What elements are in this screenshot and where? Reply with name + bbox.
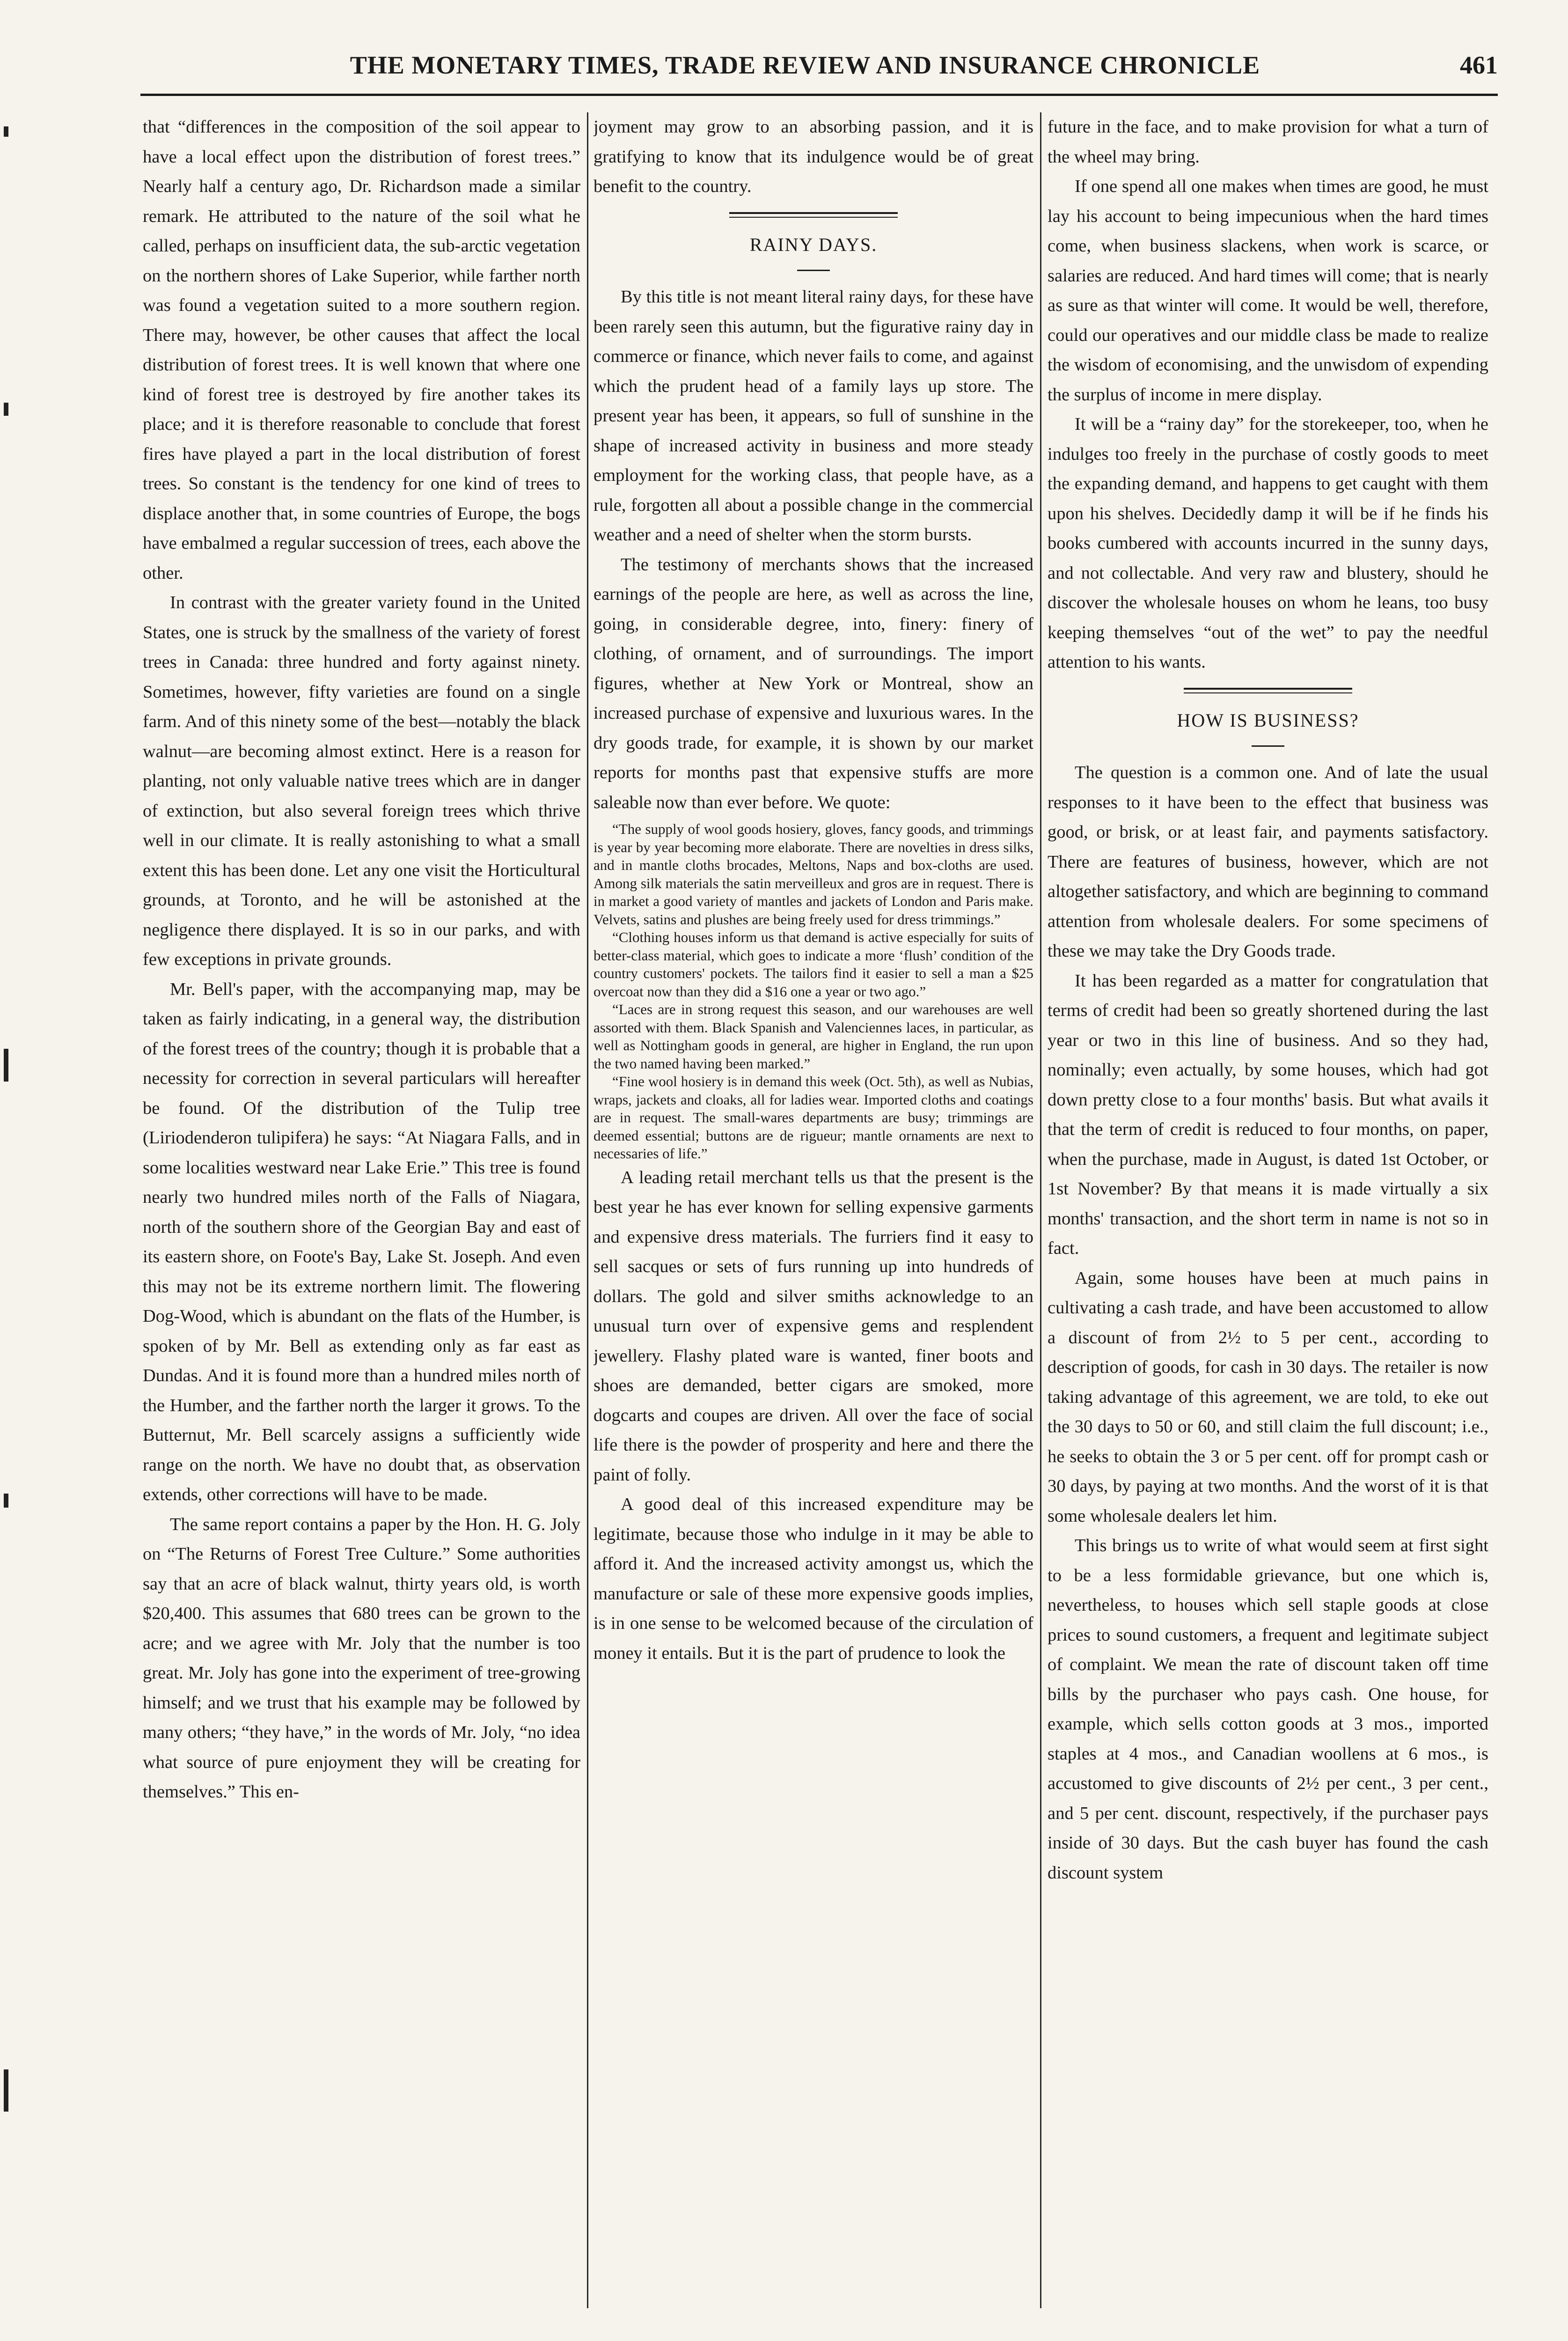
margin-mark [4,126,8,137]
quote-paragraph: “Clothing houses inform us that demand is active especially for suits of better-class material, which goes to indicate a more ‘flush’ condition of the country customers' pockets. The tailors find it easier to sell a man a $25 overcoat now than they did a $16 one a year or two ago.” [593,929,1033,1000]
paragraph: It will be a “rainy day” for the storekeeper, too, when he indulges too freely in the purchase of costly goods to meet the expanding demand, and happens to get caught with them upon his shelves. Decidedly damp it will be if he finds his books cumbered with accounts incurred in the sunny days, and not collectable. And very raw and blustery, should he discover the wholesale houses on whom he leans, too busy keeping themselves “out of the wet” to pay the needful attention to his wants. [1048,414,1488,672]
heading-rule [1252,745,1284,747]
paragraph: A leading retail merchant tells us that the present is the best year he has ever known for selling expensive garments and expensive dress materials. The furriers find it easy to sell sacques or sets of furs running up into hundreds of dollars. The gold and silver smiths acknowledge to an unusual turn over of expensive gems and resplendent jewellery. Flashy plated ware is wanted, finer boots and shoes are demanded, better cigars are smoked, more dogcarts and coupes are driven. All over the face of social life there is the powder of prosperity and here and there the paint of folly. [593,1167,1033,1485]
page-header [140,51,1498,96]
paragraph: The question is a common one. And of late the usual responses to it have been to the effect that business was good, or brisk, or at least fair, and payments satisfactory. There are features of business, however, which are not altogether satisfactory, and which are beginning to command attention from wholesale dealers. For some specimens of these we may take the Dry Goods trade. [1048,763,1488,961]
heading-rule [797,270,830,271]
column-1 [143,112,580,2313]
section-separator [1184,688,1352,693]
margin-mark [4,2069,8,2112]
margin-mark [4,1049,8,1082]
paragraph: If one spend all one makes when times are good, he must lay his account to being impecunious when the hard times come, when business slackens, when work is scarce, or salaries are reduced. And hard times will come; that is nearly as sure as that winter will come. It would be well, therefore, could our operatives and our middle class be made to realize the wisdom of economising, and the unwisdom of expending the surplus of income in mere display. [1048,177,1488,405]
column-3 [1048,112,1488,2313]
column-2 [593,112,1033,2313]
paragraph: Mr. Bell's paper, with the accompanying map, may be taken as fairly indicating, in a general way, the distribution of the forest trees of the country; though it is probable that a necessity for correction in several particulars will hereafter be found. Of the distribution of the Tulip tree (Liriodenderon tulipifera) he says: “At Niagara Falls, and in some localities westward near Lake Erie.” This tree is found nearly two hundred miles north of the Falls of Niagara, north of the southern shore of the Georgian Bay and east of its eastern shore, on Foote's Bay, Lake St. Joseph. And even this may not be its extreme northern limit. The flowering Dog-Wood, which is abundant on the flats of the Humber, is spoken of by Mr. Bell as extending only as far east as Dundas. And it is found more than a hundred miles north of the Humber, and the farther north the larger it grows. To the Butternut, Mr. Bell scarcely assigns a sufficiently wide range on the north. We have no doubt that, as observation extends, other corrections will have to be made. [143,979,580,1504]
section-separator [729,212,898,218]
paragraph: joyment may grow to an absorbing passion, and it is gratifying to know that its indulgence would be of great benefit to the country. [593,117,1033,196]
paragraph: By this title is not meant literal rainy days, for these have been rarely seen this autumn, but the figurative rainy day in commerce or finance, which never fails to come, and against which the prudent head of a family lays up store. The present year has been, it appears, so full of sunshine in the shape of increased activity in business and more steady employment for the working class, that people have, as a rule, forgotten all about a possible change in the commercial weather and a need of shelter when the storm bursts. [593,287,1033,545]
market-quote [593,820,1033,1163]
paragraph: A good deal of this increased expenditure may be legitimate, because those who indulge in it may be able to afford it. And the increased activity amongst us, which the manufacture or sale of these more expensive goods implies, is in one sense to be welcomed because of the circulation of money it entails. But it is the part of prudence to look the [593,1494,1033,1663]
paragraph: In contrast with the greater variety found in the United States, one is struck by the smallness of the variety of forest trees in Canada: three hundred and forty against ninety. Sometimes, however, fifty varieties are found on a single farm. And of this ninety some of the best—notably the black walnut—are becoming almost extinct. Here is a reason for planting, not only valuable native trees which are in danger of extinction, but also several foreign trees which thrive well in our climate. It is really astonishing to what a small extent this has been done. Let any one visit the Horticultural grounds, at Toronto, and he will be astonished at the negligence there displayed. It is so in our parks, and with few exceptions in private grounds. [143,593,580,969]
paragraph: that “differences in the composition of the soil appear to have a local effect upon the distribution of forest trees.” Nearly half a century ago, Dr. Richardson made a similar remark. He attributed to the nature of the soil what he called, perhaps on insufficient data, the sub-arctic vegetation on the northern shores of Lake Superior, while farther north was found a vegetation suited to a more southern region. There may, however, be other causes that affect the local distribution of forest trees. It is well known that where one kind of forest tree is destroyed by fire another takes its place; and it is therefore reasonable to conclude that forest fires have played a part in the local distribution of forest trees. So constant is the tendency for one kind of trees to displace another that, in some countries of Europe, the bogs have embalmed a regular succession of trees, each above the other. [143,117,580,583]
paragraph: It has been regarded as a matter for congratulation that terms of credit had been so greatly shortened during the last year or two in this line of business. And so they had, nominally; even actually, by some houses, which had got down pretty close to a four months' basis. But what avails it that the term of credit is reduced to four months, on paper, when the purchase, made in August, is dated 1st October, or 1st November? By that means it is made virtually a six months' transaction, and the short term in name is not so in fact. [1048,971,1488,1258]
quote-paragraph: “Fine wool hosiery is in demand this week (Oct. 5th), as well as Nubias, wraps, jackets and cloaks, all for ladies wear. Imported cloths and coatings are in request. The small-wares departments are busy; trimmings are deemed essential; buttons are de rigueur; mantle ornaments are next to necessaries of life.” [593,1073,1033,1162]
margin-mark [4,403,8,416]
column-divider [587,112,588,2308]
article-heading-how-is-business: HOW IS BUSINESS? [1177,709,1359,731]
paragraph: The testimony of merchants shows that the increased earnings of the people are here, as well as across the line, going, in considerable degree, into, finery: finery of clothing, of ornament, and of surroundings. The import figures, whether at New York or Montreal, show an increased purchase of expensive and luxurious wares. In the dry goods trade, for example, it is shown by our market reports for months past that expensive stuffs are more saleable now than ever before. We quote: [593,554,1033,812]
page-number: 461 [1460,51,1498,79]
paragraph: The same report contains a paper by the Hon. H. G. Joly on “The Returns of Forest Tree Culture.” Some authorities say that an acre of black walnut, thirty years old, is worth $20,400. This assumes that 680 trees can be grown to the acre; and we agree with Mr. Joly that the number is too great. Mr. Joly has gone into the experiment of tree-growing himself; and we trust that his example may be followed by many others; “they have,” in the words of Mr. Joly, “no idea what source of pure enjoyment they will be creating for themselves.” This en- [143,1514,580,1802]
publication-title: THE MONETARY TIMES, TRADE REVIEW AND INSURANCE CHRONICLE [350,51,1260,79]
paragraph: Again, some houses have been at much pains in cultivating a cash trade, and have been accustomed to allow a discount of from 2½ to 5 per cent., according to description of goods, for cash in 30 days. The retailer is now taking advantage of this agreement, we are told, to eke out the 30 days to 50 or 60, and still claim the full discount; i.e., he seeks to obtain the 3 or 5 per cent. off for prompt cash or 30 days, by paying at two months. And the worst of it is that some wholesale dealers let him. [1048,1268,1488,1526]
article-heading-rainy-days: RAINY DAYS. [749,234,878,255]
paragraph: future in the face, and to make provision for what a turn of the wheel may bring. [1048,117,1488,167]
header-rule [140,94,1498,96]
quote-paragraph: “Laces are in strong request this season, and our warehouses are well assorted with them. Black Spanish and Valenciennes laces, in particular, as well as Nottingham goods in general, are higher in England, the run upon the two named having been marked.” [593,1001,1033,1072]
margin-mark [4,1494,8,1508]
paragraph: This brings us to write of what would seem at first sight to be a less formidable grievance, but one which is, nevertheless, to houses which sell staple goods at close prices to sound customers, a frequent and legitimate subject of complaint. We mean the rate of discount taken off time bills by the purchaser who pays cash. One house, for example, which sells cotton goods at 3 mos., imported staples at 4 mos., and Canadian woollens at 6 mos., is accustomed to give discounts of 2½ per cent., 3 per cent., and 5 per cent. discount, respectively, if the purchaser pays inside of 30 days. But the cash buyer has found the cash discount system [1048,1536,1488,1883]
quote-paragraph: “The supply of wool goods hosiery, gloves, fancy goods, and trimmings is year by year becoming more elaborate. There are novelties in dress silks, and in mantle cloths brocades, Meltons, Naps and box-cloths are used. Among silk materials the satin merveilleux and gros are in request. There is in market a good variety of mantles and jackets of London and Paris make. Velvets, satins and plushes are being freely used for dress trimmings.” [593,821,1033,928]
column-divider [1040,112,1041,2308]
